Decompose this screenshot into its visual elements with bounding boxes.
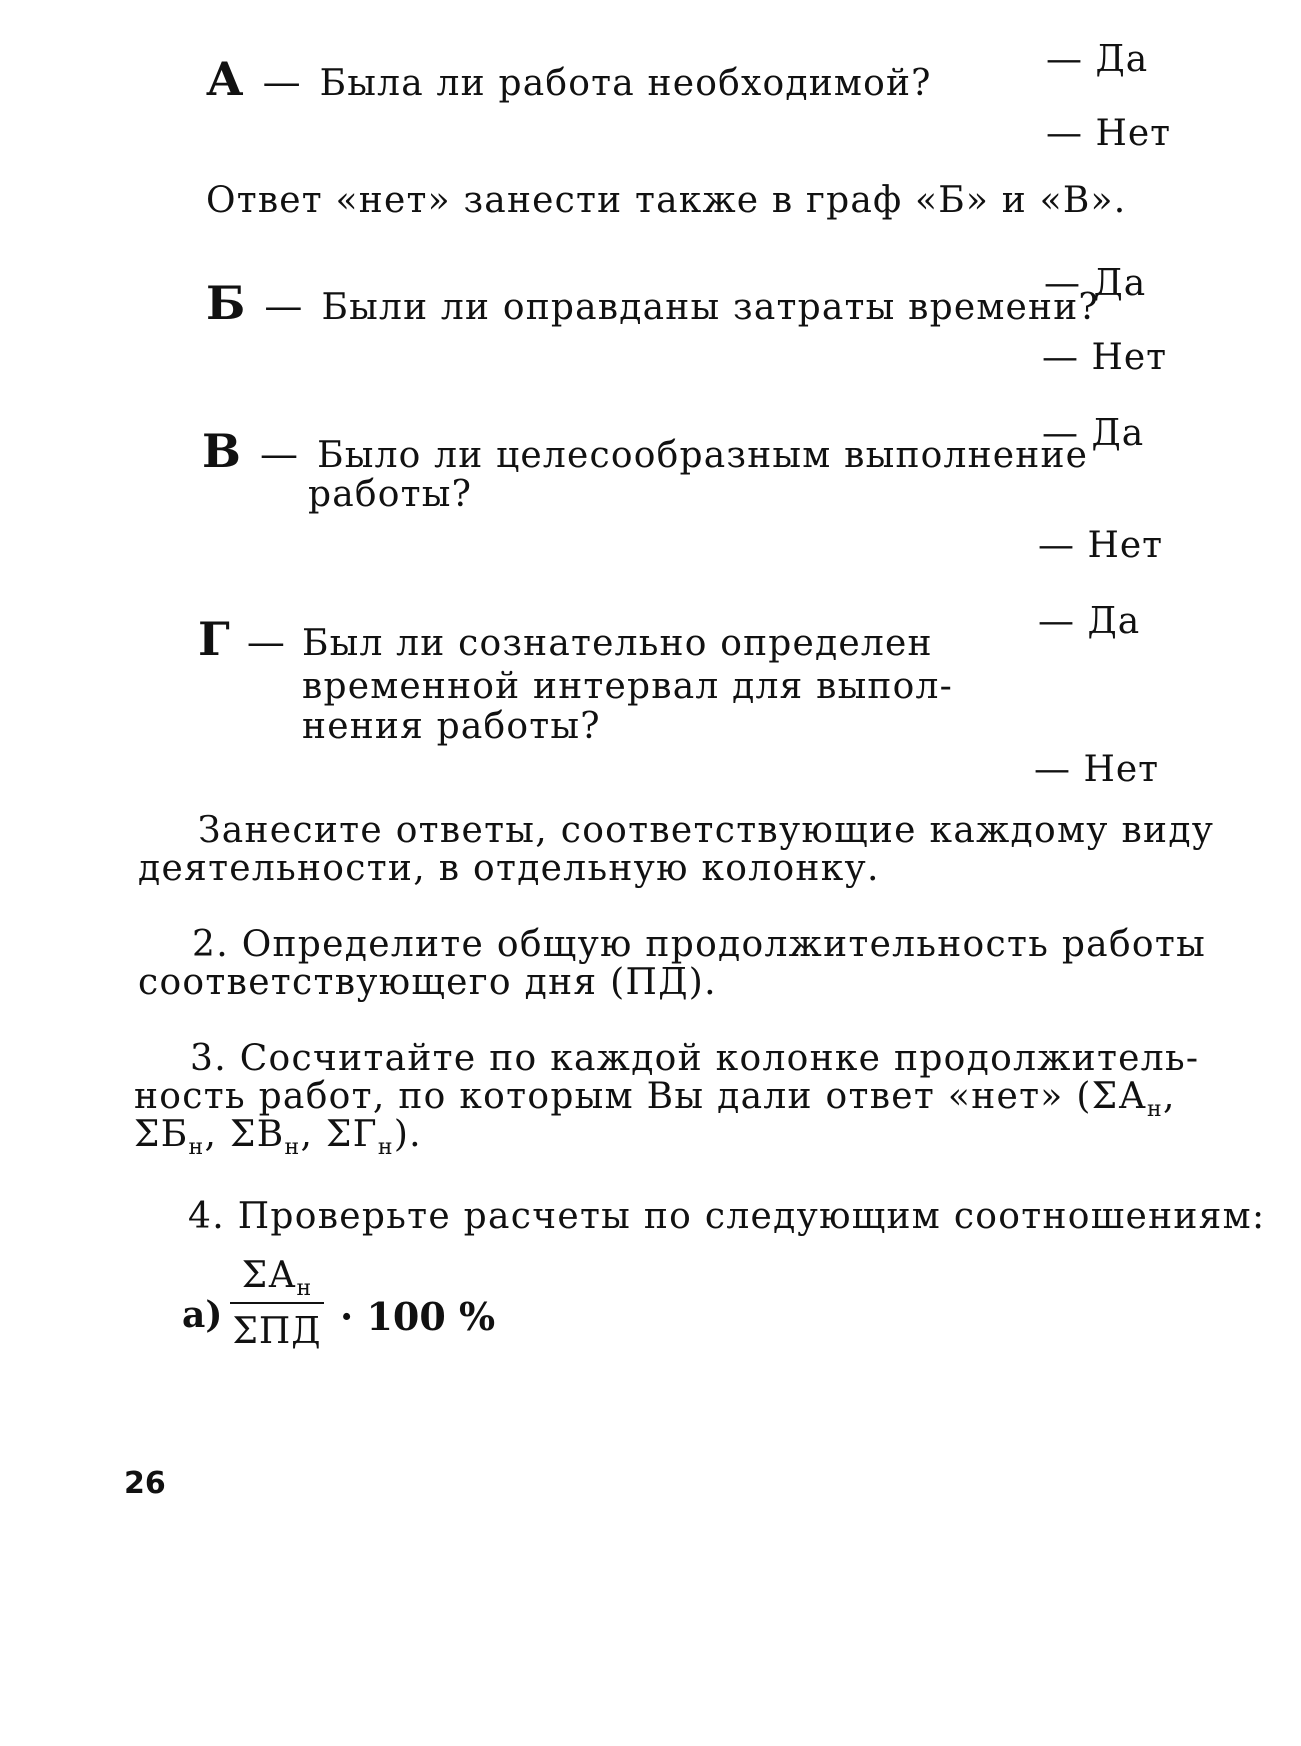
- formula-fraction: [230, 1254, 324, 1354]
- page-number: 26: [124, 1466, 166, 1501]
- fraction-numerator: [241, 1254, 313, 1301]
- answer-no-a: — Нет: [1046, 113, 1172, 154]
- answer-yes-v: — Да: [1042, 413, 1145, 454]
- subscript: н: [1147, 1097, 1164, 1122]
- paragraph-enter-answers: [138, 810, 1215, 889]
- formula-multiplier: · 100 %: [340, 1294, 496, 1339]
- question-text: Были ли оправданы затраты времени?: [321, 287, 1099, 328]
- fraction-denominator: ΣПД: [232, 1311, 322, 1352]
- separator: ,: [204, 1114, 230, 1155]
- paragraph-text: ность работ, по которым Вы дали ответ «нет» (ΣА: [134, 1076, 1148, 1117]
- paragraph-line: 3. Сосчитайте по каждой колонке продолжитель-: [190, 1038, 1200, 1079]
- question-letter: Г: [198, 612, 230, 666]
- separator: ,: [300, 1114, 326, 1155]
- subscript: н: [284, 1135, 301, 1160]
- answer-no-g: — Нет: [1034, 749, 1160, 790]
- answer-no-v: — Нет: [1038, 525, 1164, 566]
- question-text: Была ли работа необходимой?: [319, 63, 932, 104]
- paragraph-line: Занесите ответы, соответствующие каждому виду: [198, 810, 1215, 851]
- question-dash: —: [262, 60, 301, 104]
- paragraph-line: деятельности, в отдельную колонку.: [138, 848, 880, 889]
- sum-v: ΣВ: [229, 1114, 285, 1155]
- paragraph-line: [134, 1114, 1154, 1160]
- paragraph-line: соответствующего дня (ПД).: [138, 962, 717, 1003]
- fraction-bar: [230, 1302, 324, 1304]
- answer-yes-g: — Да: [1038, 601, 1141, 642]
- answer-yes-a: — Да: [1046, 39, 1149, 80]
- question-letter: В: [202, 424, 241, 478]
- subscript: н: [377, 1135, 394, 1160]
- subscript: н: [296, 1276, 313, 1301]
- sum-g: ΣГ: [325, 1114, 378, 1155]
- question-g: [198, 612, 933, 666]
- question-dash: —: [259, 432, 298, 476]
- question-letter: Б: [206, 276, 246, 330]
- question-v: [202, 424, 1089, 478]
- answer-yes-b: — Да: [1044, 263, 1147, 304]
- paragraph-text: ,: [1163, 1076, 1176, 1117]
- question-text: Было ли целесообразным выполнение: [317, 435, 1089, 476]
- sum-b: ΣБ: [134, 1114, 189, 1155]
- question-text: Был ли сознательно определен: [301, 623, 933, 664]
- question-b: [206, 276, 1099, 330]
- question-dash: —: [264, 284, 303, 328]
- formula-label: а): [182, 1294, 223, 1336]
- question-letter: А: [206, 52, 244, 106]
- paragraph-step-4: 4. Проверьте расчеты по следующим соотношениям:: [188, 1196, 1266, 1237]
- paragraph-line: 2. Определите общую продолжительность работы: [192, 924, 1207, 965]
- paragraph-step-2: [138, 924, 1207, 1003]
- question-a: [206, 52, 932, 106]
- numerator-text: ΣА: [241, 1255, 297, 1296]
- question-dash: —: [246, 620, 285, 664]
- subscript: н: [188, 1135, 205, 1160]
- question-text-continued: временной интервал для выпол-: [302, 666, 953, 707]
- answer-no-b: — Нет: [1042, 337, 1168, 378]
- closing: ).: [393, 1114, 422, 1155]
- question-text-continued: работы?: [308, 474, 473, 515]
- paragraph-step-3: [134, 1038, 1200, 1160]
- note-answer-no: Ответ «нет» занести также в граф «Б» и «В».: [206, 180, 1127, 221]
- paragraph-line: [134, 1076, 1176, 1122]
- question-text-continued: нения работы?: [302, 706, 601, 747]
